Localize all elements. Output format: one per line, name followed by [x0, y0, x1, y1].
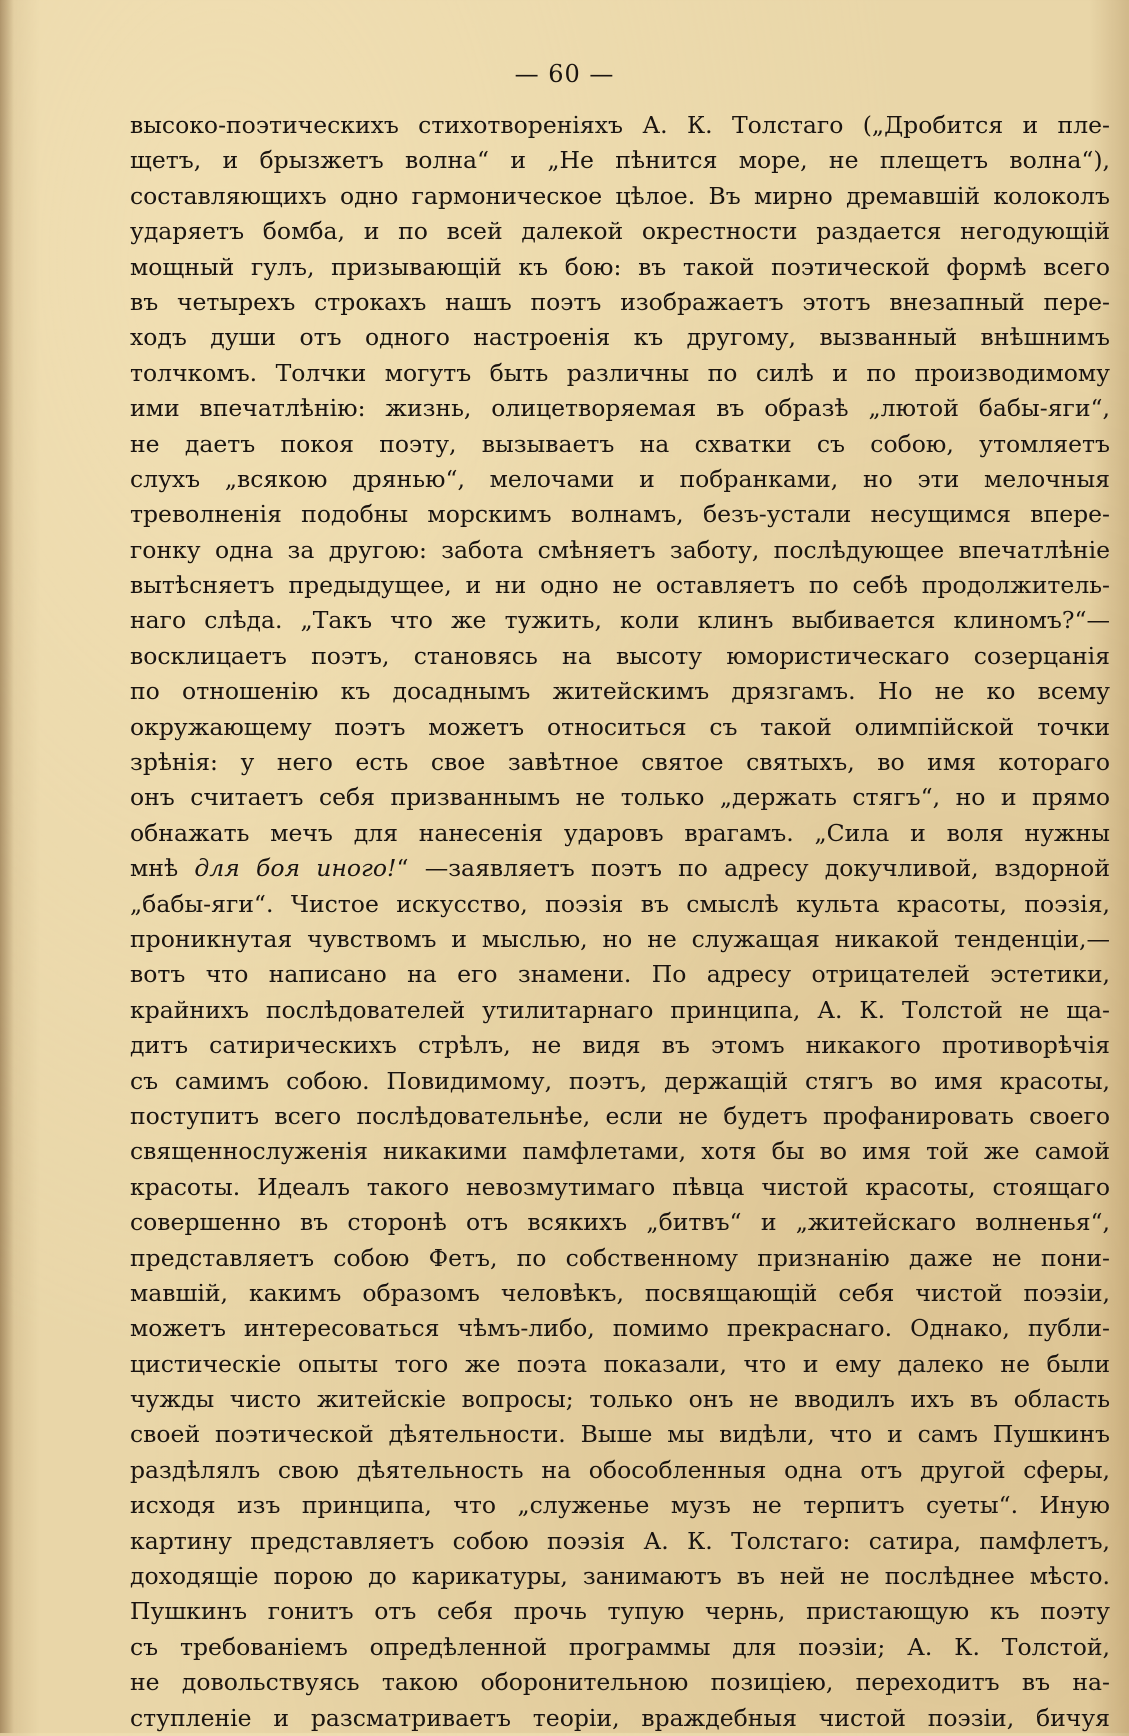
text-line: съ требованiемъ опредѣленной программы для поэзiи; А. К. Толстой, — [130, 1632, 1110, 1661]
text-line: Пушкинъ гонитъ отъ себя прочь тупую чернь, пристающую къ поэту — [130, 1597, 1110, 1626]
text-line: гонку одна за другою: забота смѣняетъ заботу, послѣдующее впечатлѣнiе — [130, 535, 1110, 564]
text-line: наго слѣда. „Такъ что же тужить, коли клинъ выбивается клиномъ?“— — [130, 606, 1110, 635]
text-line: ступленiе и разсматриваетъ теорiи, враждебныя чистой поэзiи, бичуя — [130, 1703, 1110, 1732]
text-line: ударяетъ бомба, и по всей далекой окрестности раздается негодующiй — [130, 217, 1110, 246]
text-line: доходящiе порою до карикатуры, занимаютъ въ ней не послѣднее мѣсто. — [130, 1562, 1110, 1591]
text-line: съ самимъ собою. Повидимому, поэтъ, держащiй стягъ во имя красоты, — [130, 1066, 1110, 1095]
text-span: мнѣ — [130, 854, 195, 883]
text-line: дитъ сатирическихъ стрѣлъ, не видя въ этомъ никакого противорѣчiя — [130, 1031, 1110, 1060]
text-line: можетъ интересоваться чѣмъ-либо, помимо прекраснаго. Однако, публи- — [130, 1314, 1110, 1343]
text-line: зрѣнiя: у него есть свое завѣтное святое святыхъ, во имя котораго — [130, 748, 1110, 777]
text-line: не довольствуясь такою оборонительною позицiею, переходитъ въ на- — [130, 1668, 1110, 1697]
text-line: по отношенiю къ досаднымъ житейскимъ дрязгамъ. Но не ко всему — [130, 677, 1110, 706]
text-line: треволненiя подобны морскимъ волнамъ, безъ-устали несущимся впере- — [130, 500, 1110, 529]
text-line: вотъ что написано на его знамени. По адресу отрицателей эстетики, — [130, 960, 1110, 989]
text-line: мавшiй, какимъ образомъ человѣкъ, посвящающiй себя чистой поэзiи, — [130, 1278, 1110, 1307]
text-line: слухъ „всякою дрянью“, мелочами и побранками, но эти мелочныя — [130, 464, 1110, 493]
text-line: ими впечатлѣнiю: жизнь, олицетворяемая въ образѣ „лютой бабы-яги“, — [130, 394, 1110, 423]
text-line: представляетъ собою Фетъ, по собственному признанiю даже не пони- — [130, 1243, 1110, 1272]
text-line: восклицаетъ поэтъ, становясь на высоту юмористическаго созерцанiя — [130, 641, 1110, 670]
text-line: окружающему поэтъ можетъ относиться съ такой олимпiйской точки — [130, 712, 1110, 741]
text-line: своей поэтической дѣятельности. Выше мы видѣли, что и самъ Пушкинъ — [130, 1420, 1110, 1449]
text-line: крайнихъ послѣдователей утилитарнаго принципа, А. К. Толстой не ща- — [130, 995, 1110, 1024]
text-line: поступитъ всего послѣдовательнѣе, если не будетъ профанировать своего — [130, 1101, 1110, 1130]
text-line: проникнутая чувствомъ и мыслью, но не служащая никакой тенденцiи,— — [130, 924, 1110, 953]
body-text — [130, 108, 1110, 1736]
text-line: картину представляетъ собою поэзiя А. К. Толстаго: сатира, памфлетъ, — [130, 1526, 1110, 1555]
text-line: совершенно въ сторонѣ отъ всякихъ „битвъ“ и „житейскаго волненья“, — [130, 1208, 1110, 1237]
text-line: обнажать мечъ для нанесенiя ударовъ врагамъ. „Сила и воля нужны — [130, 818, 1110, 847]
text-line: толчкомъ. Толчки могутъ быть различны по силѣ и по производимому — [130, 358, 1110, 387]
text-line: цистическiе опыты того же поэта показали, что и ему далеко не были — [130, 1349, 1110, 1378]
text-line — [130, 851, 1110, 886]
text-line: священнослуженiя никакими памфлетами, хотя бы во имя той же самой — [130, 1137, 1110, 1166]
text-line: красоты. Идеалъ такого невозмутимаго пѣвца чистой красоты, стоящаго — [130, 1172, 1110, 1201]
text-line: онъ считаетъ себя призваннымъ не только „держать стягъ“, но и прямо — [130, 783, 1110, 812]
text-line: не даетъ покоя поэту, вызываетъ на схватки съ собою, утомляетъ — [130, 429, 1110, 458]
text-line: раздѣлялъ свою дѣятельность на обособленныя одна отъ другой сферы, — [130, 1455, 1110, 1484]
text-line: мощный гулъ, призывающiй къ бою: въ такой поэтической формѣ всего — [130, 252, 1110, 281]
text-line: исходя изъ принципа, что „служенье музъ не терпитъ суеты“. Иную — [130, 1491, 1110, 1520]
text-line: щетъ, и брызжетъ волна“ и „Не пѣнится море, не плещетъ волна“), — [130, 146, 1110, 175]
binding-edge — [0, 0, 14, 1733]
text-line: ходъ души отъ одного настроенiя къ другому, вызванный внѣшнимъ — [130, 323, 1110, 352]
text-line: вытѣсняетъ предыдущее, и ни одно не оставляетъ по себѣ продолжитель- — [130, 571, 1110, 600]
text-line: высоко-поэтическихъ стихотворенiяхъ А. К. Толстаго („Дробится и пле- — [130, 111, 1110, 139]
text-line: „бабы-яги“. Чистое искусство, поэзiя въ смыслѣ культа красоты, поэзiя, — [130, 889, 1110, 918]
text-line: въ четырехъ строкахъ нашъ поэтъ изображаетъ этотъ внезапный пере- — [130, 287, 1110, 316]
text-line: составляющихъ одно гармоническое цѣлое. Въ мирно дремавшiй колоколъ — [130, 181, 1110, 210]
text-span: “ —заявляетъ поэтъ по адресу докучливой, вздорной — [396, 854, 1110, 883]
italic-quote: для боя иного! — [194, 854, 397, 883]
page-number: — 60 — — [514, 60, 615, 88]
text-line: чужды чисто житейскiе вопросы; только онъ не вводилъ ихъ въ область — [130, 1385, 1110, 1414]
